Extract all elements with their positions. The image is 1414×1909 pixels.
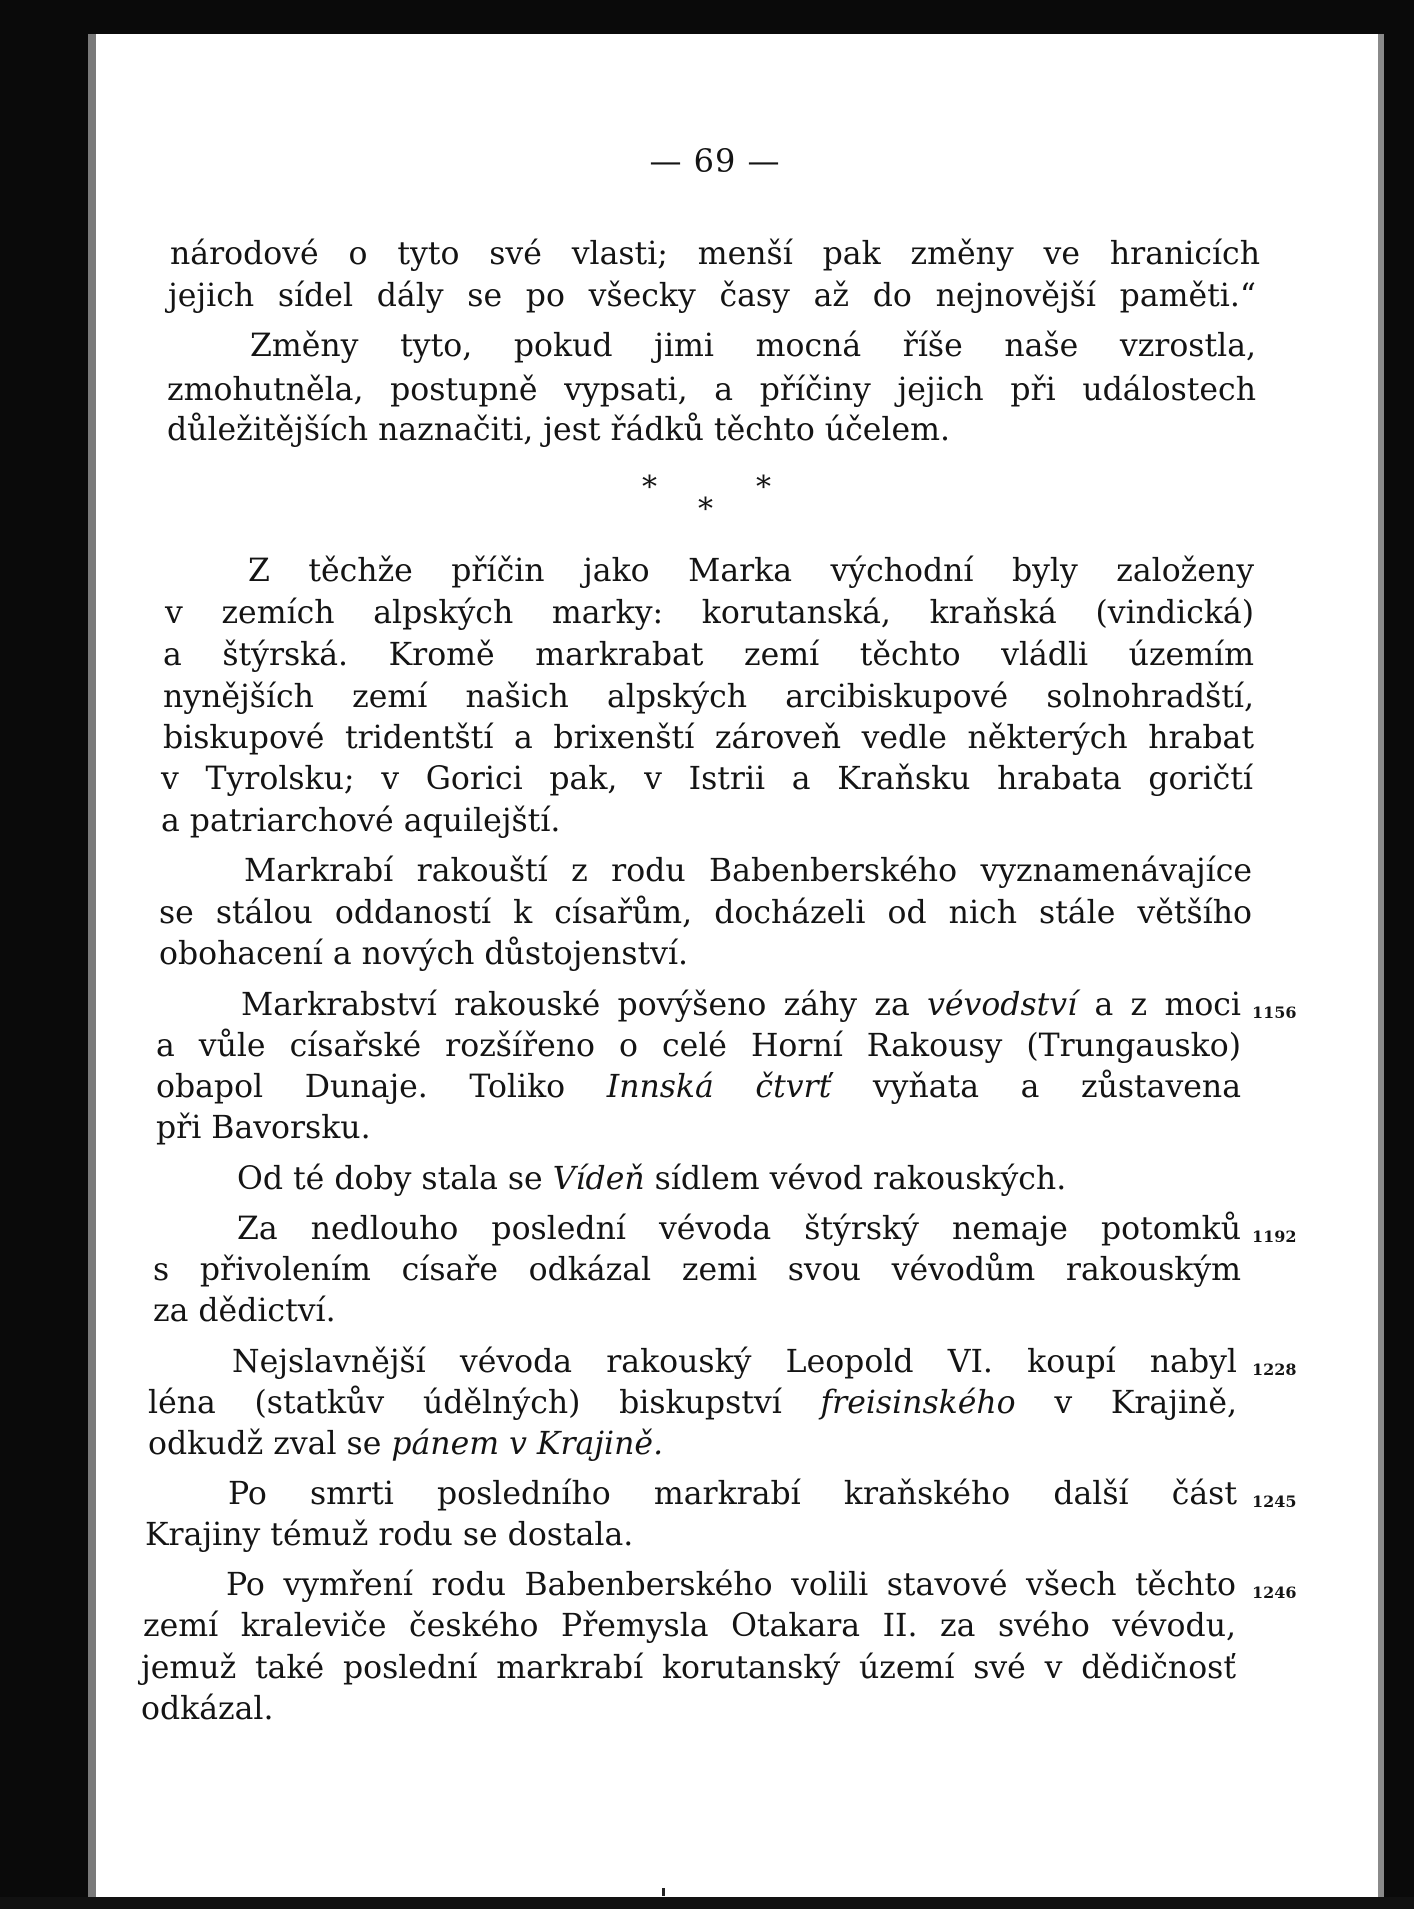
text-line: jejich sídel dály se po všecky časy až do nejnovější paměti.“ — [168, 278, 1256, 314]
asterisk: * — [642, 470, 657, 505]
text-line — [156, 1071, 1241, 1104]
text-line: zemí kraleviče českého Přemysla Otakara II. za svého vévodu, — [143, 1608, 1236, 1644]
text-line: zmohutněla, postupně vypsati, a příčiny jejich při událostech — [167, 372, 1256, 408]
section-divider — [620, 470, 800, 530]
margin-year: 1156 — [1252, 1003, 1297, 1022]
text-line: Krajiny témuž rodu se dostala. — [145, 1517, 634, 1553]
margin-year: 1192 — [1252, 1227, 1297, 1246]
text-run-italic: freisinského — [820, 1385, 1016, 1421]
text-line: národové o tyto své vlasti; menší pak změny ve hranicích — [170, 236, 1260, 272]
text-line: Markrabí rakouští z rodu Babenberského vyznamenávajíce — [244, 853, 1252, 889]
text-line: Po vymření rodu Babenberského volili stavové všech těchto — [226, 1567, 1236, 1603]
page-number: — 69 — — [649, 142, 781, 180]
text-run: vyňata a zůstavena — [872, 1069, 1241, 1105]
text-line: Po smrti posledního markrabí kraňského další část — [228, 1476, 1237, 1512]
text-run: odkudž zval se — [148, 1426, 382, 1462]
text-line: odkázal. — [141, 1691, 274, 1727]
text-line: v zemích alpských marky: korutanská, kraňská (vindická) — [165, 595, 1254, 631]
text-line: se stálou oddaností k císařům, docházeli od nich stále většího — [159, 895, 1252, 931]
text-run: sídlem vévod rakouských. — [654, 1161, 1067, 1197]
text-line: nynějších zemí našich alpských arcibiskupové solnohradští, — [163, 679, 1254, 715]
text-run: a z moci — [1094, 987, 1242, 1023]
text-run: Markrabství rakouské povýšeno záhy za — [241, 987, 910, 1023]
text-line: a patriarchové aquilejští. — [161, 803, 561, 839]
text-line: biskupové tridentští a brixenští zároveň vedle některých hrabat — [163, 720, 1254, 756]
text-run: Od té doby stala se — [237, 1161, 543, 1197]
text-line: Z těchže příčin jako Marka východní byly založeny — [248, 553, 1254, 589]
scan-border-left — [0, 0, 88, 1909]
scan-border-right — [1384, 0, 1414, 1909]
text-line: důležitějších naznačiti, jest řádků těchto účelem. — [167, 412, 950, 448]
page-edge-left — [88, 34, 96, 1909]
text-line: a štýrská. Kromě markrabat zemí těchto vládli územím — [163, 637, 1254, 673]
margin-year: 1245 — [1252, 1492, 1297, 1511]
page-edge-right — [1378, 34, 1384, 1909]
scan-border-top — [0, 0, 1414, 34]
text-run-italic: pánem v Krajině. — [391, 1426, 664, 1462]
asterisk: * — [756, 470, 771, 505]
text-run-italic: vévodství — [927, 987, 1078, 1023]
text-line — [148, 1428, 1237, 1461]
margin-year: 1246 — [1252, 1583, 1297, 1602]
asterisk: * — [698, 492, 713, 527]
text-line — [237, 1163, 1241, 1196]
text-line: za dědictví. — [153, 1293, 336, 1329]
text-run-italic: Innská čtvrť — [606, 1069, 832, 1105]
text-line: Změny tyto, pokud jimi mocná říše naše vzrostla, — [250, 328, 1256, 364]
text-run-italic: Vídeň — [552, 1161, 645, 1197]
text-line: jemuž také poslední markrabí korutanský území své v dědičnosť — [141, 1650, 1236, 1686]
text-line: při Bavorsku. — [156, 1110, 371, 1146]
text-line: Za nedlouho poslední vévoda štýrský nemaje potomků — [237, 1211, 1241, 1247]
text-line: Nejslavnější vévoda rakouský Leopold VI. koupí nabyl — [232, 1344, 1237, 1380]
text-line: obohacení a nových důstojenství. — [159, 936, 689, 972]
text-run: v Krajině, — [1054, 1385, 1237, 1421]
ink-speck — [662, 1888, 665, 1896]
margin-year: 1228 — [1252, 1360, 1297, 1379]
text-run: obapol Dunaje. Toliko — [156, 1069, 566, 1105]
text-line: s přivolením císaře odkázal zemi svou vévodům rakouským — [153, 1252, 1241, 1288]
text-run: léna (statkův údělných) biskupství — [148, 1385, 782, 1421]
scan-border-bottom — [0, 1897, 1414, 1909]
text-line: a vůle císařské rozšířeno o celé Horní Rakousy (Trungausko) — [156, 1028, 1241, 1064]
text-line — [241, 989, 1241, 1022]
text-line: v Tyrolsku; v Gorici pak, v Istrii a Kraňsku hrabata goričtí — [161, 761, 1253, 797]
text-line — [148, 1387, 1237, 1420]
